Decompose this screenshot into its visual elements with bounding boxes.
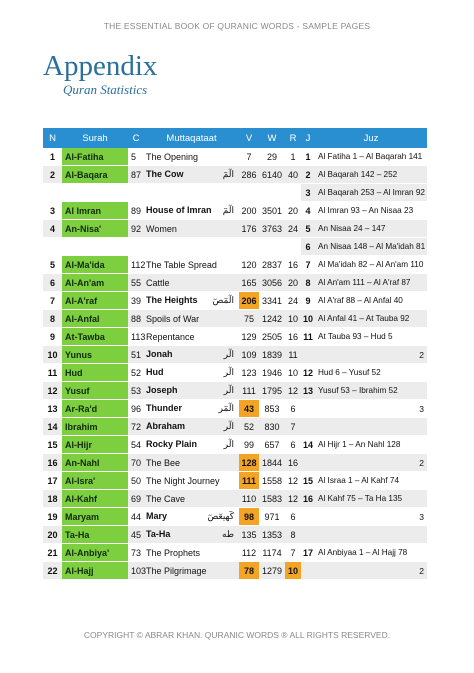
chronology-number: 52 — [128, 364, 144, 382]
juz-range-text: An Nisaa 24 – 147 — [318, 224, 386, 233]
verse-count: 98 — [239, 508, 259, 526]
ruku-count: 10 — [285, 562, 301, 580]
surah-english-name: Thunder — [146, 403, 182, 413]
juz-span-count: 3 — [419, 404, 424, 414]
ruku-count: 40 — [285, 166, 301, 184]
surah-name: Al-Hijr — [62, 436, 128, 454]
table-row — [43, 508, 427, 526]
ruku-count: 24 — [285, 220, 301, 238]
empty-cell — [43, 238, 301, 256]
juz-range — [315, 292, 427, 310]
surah-name: Ta-Ha — [62, 526, 128, 544]
juz-range — [315, 436, 427, 454]
word-count: 853 — [259, 400, 285, 418]
table-row — [43, 454, 427, 472]
juz-range-text: Al Anfal 41 – At Tauba 92 — [318, 314, 410, 323]
verse-count: 111 — [239, 382, 259, 400]
juz-range — [315, 382, 427, 400]
surah-number: 13 — [43, 400, 62, 418]
verse-count: 99 — [239, 436, 259, 454]
surah-english-name: Abraham — [146, 421, 186, 431]
juz-range-text: Al Kahf 75 – Ta Ha 135 — [318, 494, 403, 503]
chronology-number: 89 — [128, 202, 144, 220]
muttaqataat-letters: الٓمٓ — [222, 169, 234, 179]
table-body — [43, 148, 427, 580]
juz-range — [315, 148, 427, 166]
chronology-number: 113 — [128, 328, 144, 346]
muttaqataat-cell — [144, 544, 239, 562]
table-row — [43, 166, 427, 184]
muttaqataat-cell — [144, 256, 239, 274]
surah-number: 11 — [43, 364, 62, 382]
surah-english-name: Mary — [146, 511, 168, 521]
table-row-juz-only — [43, 184, 427, 202]
surah-english-name: The Cow — [146, 169, 184, 179]
chronology-number: 55 — [128, 274, 144, 292]
surah-name: An-Nisa' — [62, 220, 128, 238]
verse-count: 176 — [239, 220, 259, 238]
juz-number — [301, 526, 315, 544]
juz-number: 12 — [301, 364, 315, 382]
table-row — [43, 256, 427, 274]
muttaqataat-letters: الٓر — [223, 421, 234, 431]
juz-range-text: Hud 6 – Yusuf 52 — [318, 368, 381, 377]
surah-name: Al-Kahf — [62, 490, 128, 508]
surah-name: Hud — [62, 364, 128, 382]
page-header: THE ESSENTIAL BOOK OF QURANIC WORDS - SAMPLE PAGES — [103, 21, 371, 31]
chronology-number: 96 — [128, 400, 144, 418]
juz-number: 15 — [301, 472, 315, 490]
juz-range-text: Al Anbiyaa 1 – Al Hajj 78 — [318, 548, 408, 557]
muttaqataat-cell — [144, 562, 239, 580]
juz-range-text: Al Fatiha 1 – Al Baqarah 141 — [318, 152, 423, 161]
muttaqataat-letters: الٓر — [223, 367, 234, 377]
quran-statistics-table — [43, 128, 427, 580]
page-subtitle: Quran Statistics — [63, 82, 148, 97]
muttaqataat-cell — [144, 292, 239, 310]
juz-number: 8 — [301, 274, 315, 292]
juz-span-count: 2 — [419, 566, 424, 576]
surah-number: 4 — [43, 220, 62, 238]
word-count: 1558 — [259, 472, 285, 490]
surah-english-name: Repentance — [146, 331, 195, 342]
col-header-v: V — [239, 128, 259, 148]
word-count: 657 — [259, 436, 285, 454]
surah-english-name: Women — [146, 223, 177, 234]
surah-english-name: The Prophets — [146, 547, 201, 558]
table-row — [43, 202, 427, 220]
surah-name: Al-Isra' — [62, 472, 128, 490]
word-count: 1353 — [259, 526, 285, 544]
muttaqataat-cell — [144, 220, 239, 238]
col-header-j: J — [301, 128, 315, 148]
chronology-number: 112 — [128, 256, 144, 274]
juz-range-text: Al Hijr 1 – An Nahl 128 — [318, 440, 401, 449]
surah-number: 6 — [43, 274, 62, 292]
word-count: 830 — [259, 418, 285, 436]
juz-range — [315, 454, 427, 472]
word-count: 2837 — [259, 256, 285, 274]
muttaqataat-letters: الٓمٓصٓ — [212, 295, 234, 305]
surah-name: Yusuf — [62, 382, 128, 400]
juz-range: An Nisaa 148 – Al Ma'idah 81 — [315, 238, 427, 256]
muttaqataat-cell — [144, 472, 239, 490]
surah-name: Ibrahim — [62, 418, 128, 436]
verse-count: 165 — [239, 274, 259, 292]
verse-count: 52 — [239, 418, 259, 436]
surah-number: 17 — [43, 472, 62, 490]
juz-range-text: Al Israa 1 – Al Kahf 74 — [318, 476, 400, 485]
table-row-juz-only — [43, 238, 427, 256]
muttaqataat-cell — [144, 148, 239, 166]
table-row — [43, 274, 427, 292]
juz-number: 5 — [301, 220, 315, 238]
chronology-number: 73 — [128, 544, 144, 562]
surah-english-name: The Heights — [146, 295, 198, 305]
verse-count: 78 — [239, 562, 259, 580]
surah-number: 21 — [43, 544, 62, 562]
surah-english-name: The Bee — [146, 457, 181, 468]
surah-english-name: Cattle — [146, 277, 170, 288]
muttaqataat-letters: الٓر — [223, 349, 234, 359]
chronology-number: 50 — [128, 472, 144, 490]
juz-span-count: 3 — [419, 512, 424, 522]
chronology-number: 70 — [128, 454, 144, 472]
chronology-number: 44 — [128, 508, 144, 526]
juz-range — [315, 328, 427, 346]
word-count: 971 — [259, 508, 285, 526]
ruku-count: 10 — [285, 310, 301, 328]
surah-number: 16 — [43, 454, 62, 472]
col-header-r: R — [285, 128, 301, 148]
page-footer: COPYRIGHT © ABRAR KHAN. QURANIC WORDS ® ALL RIGHTS RESERVED. — [83, 630, 391, 640]
juz-range — [315, 490, 427, 508]
juz-span-count: 2 — [419, 458, 424, 468]
juz-range — [315, 418, 427, 436]
juz-number — [301, 508, 315, 526]
juz-range-text: Al Ma'idah 82 – Al An'am 110 — [318, 260, 424, 269]
page-title: Appendix — [43, 50, 158, 82]
surah-number: 2 — [43, 166, 62, 184]
juz-range — [315, 364, 427, 382]
word-count: 2505 — [259, 328, 285, 346]
muttaqataat-cell — [144, 328, 239, 346]
surah-english-name: The Night Journey — [146, 475, 220, 486]
word-count: 6140 — [259, 166, 285, 184]
juz-number — [301, 562, 315, 580]
empty-cell — [43, 184, 301, 202]
verse-count: 135 — [239, 526, 259, 544]
juz-range — [315, 166, 427, 184]
juz-number: 1 — [301, 148, 315, 166]
juz-range-text: Al Baqarah 142 – 252 — [318, 170, 398, 179]
surah-english-name: Spoils of War — [146, 313, 200, 324]
juz-range-text: Yusuf 53 – Ibrahim 52 — [318, 386, 398, 395]
verse-count: 200 — [239, 202, 259, 220]
chronology-number: 53 — [128, 382, 144, 400]
col-header-juz: Juz — [315, 128, 427, 148]
word-count: 1242 — [259, 310, 285, 328]
juz-number — [301, 346, 315, 364]
juz-range-text: Al An'am 111 – Al A'raf 87 — [318, 278, 411, 287]
word-count: 1946 — [259, 364, 285, 382]
ruku-count: 12 — [285, 490, 301, 508]
juz-range — [315, 310, 427, 328]
muttaqataat-letters: الٓر — [223, 439, 234, 449]
juz-range — [315, 202, 427, 220]
juz-range — [315, 562, 427, 580]
surah-number: 7 — [43, 292, 62, 310]
table-row — [43, 292, 427, 310]
verse-count: 110 — [239, 490, 259, 508]
muttaqataat-cell — [144, 166, 239, 184]
juz-number: 16 — [301, 490, 315, 508]
table-row — [43, 490, 427, 508]
surah-number: 15 — [43, 436, 62, 454]
ruku-count: 20 — [285, 274, 301, 292]
muttaqataat-cell — [144, 382, 239, 400]
ruku-count: 7 — [285, 418, 301, 436]
table-row — [43, 562, 427, 580]
surah-name: Ar-Ra'd — [62, 400, 128, 418]
juz-number: 11 — [301, 328, 315, 346]
muttaqataat-cell — [144, 202, 239, 220]
table-row — [43, 418, 427, 436]
table-row — [43, 148, 427, 166]
juz-number: 4 — [301, 202, 315, 220]
ruku-count: 16 — [285, 328, 301, 346]
ruku-count: 24 — [285, 292, 301, 310]
word-count: 3763 — [259, 220, 285, 238]
surah-english-name: Rocky Plain — [146, 439, 198, 449]
chronology-number: 54 — [128, 436, 144, 454]
muttaqataat-cell — [144, 274, 239, 292]
chronology-number: 88 — [128, 310, 144, 328]
surah-number: 10 — [43, 346, 62, 364]
muttaqataat-cell — [144, 418, 239, 436]
muttaqataat-cell — [144, 526, 239, 544]
juz-number: 6 — [301, 238, 315, 256]
word-count: 3341 — [259, 292, 285, 310]
col-header-muttaqataat: Muttaqataat — [144, 128, 239, 148]
ruku-count: 6 — [285, 436, 301, 454]
table-row — [43, 346, 427, 364]
surah-english-name: The Table Spread — [146, 259, 217, 270]
ruku-count: 10 — [285, 364, 301, 382]
chronology-number: 45 — [128, 526, 144, 544]
juz-number: 7 — [301, 256, 315, 274]
juz-range — [315, 256, 427, 274]
table-row — [43, 400, 427, 418]
juz-span-count: 2 — [419, 350, 424, 360]
table-row — [43, 328, 427, 346]
word-count: 29 — [259, 148, 285, 166]
ruku-count: 1 — [285, 148, 301, 166]
verse-count: 7 — [239, 148, 259, 166]
surah-english-name: Hud — [146, 367, 164, 377]
table-row — [43, 472, 427, 490]
verse-count: 109 — [239, 346, 259, 364]
surah-number: 9 — [43, 328, 62, 346]
muttaqataat-letters: الٓمٓر — [218, 403, 234, 413]
surah-english-name: House of Imran — [146, 205, 212, 215]
verse-count: 206 — [239, 292, 259, 310]
verse-count: 128 — [239, 454, 259, 472]
muttaqataat-letters: كٓهيعٓصٓ — [207, 511, 234, 521]
verse-count: 111 — [239, 472, 259, 490]
surah-number: 22 — [43, 562, 62, 580]
chronology-number: 103 — [128, 562, 144, 580]
word-count: 3056 — [259, 274, 285, 292]
ruku-count: 12 — [285, 472, 301, 490]
word-count: 1795 — [259, 382, 285, 400]
chronology-number: 92 — [128, 220, 144, 238]
table-row — [43, 364, 427, 382]
chronology-number: 5 — [128, 148, 144, 166]
surah-english-name: Joseph — [146, 385, 178, 395]
juz-number — [301, 400, 315, 418]
surah-english-name: Jonah — [146, 349, 173, 359]
juz-range — [315, 508, 427, 526]
surah-name: Al-Ma'ida — [62, 256, 128, 274]
verse-count: 123 — [239, 364, 259, 382]
juz-number: 10 — [301, 310, 315, 328]
surah-number: 20 — [43, 526, 62, 544]
juz-range-text: At Tauba 93 – Hud 5 — [318, 332, 393, 341]
juz-range-text: Al Imran 93 – An Nisaa 23 — [318, 206, 414, 215]
juz-range — [315, 472, 427, 490]
muttaqataat-cell — [144, 508, 239, 526]
word-count: 1279 — [259, 562, 285, 580]
ruku-count: 6 — [285, 400, 301, 418]
word-count: 1839 — [259, 346, 285, 364]
muttaqataat-letters: طه — [222, 529, 234, 539]
surah-english-name: The Opening — [146, 151, 199, 162]
surah-number: 14 — [43, 418, 62, 436]
surah-name: Al-Hajj — [62, 562, 128, 580]
table-row — [43, 526, 427, 544]
juz-range-text: Al A'raf 88 – Al Anfal 40 — [318, 296, 403, 305]
muttaqataat-cell — [144, 310, 239, 328]
word-count: 1583 — [259, 490, 285, 508]
verse-count: 120 — [239, 256, 259, 274]
juz-range — [315, 346, 427, 364]
juz-number: 13 — [301, 382, 315, 400]
col-header-w: W — [259, 128, 285, 148]
surah-number: 18 — [43, 490, 62, 508]
juz-number: 17 — [301, 544, 315, 562]
surah-name: An-Nahl — [62, 454, 128, 472]
muttaqataat-letters: الٓمٓ — [222, 205, 234, 215]
ruku-count: 20 — [285, 202, 301, 220]
chronology-number: 72 — [128, 418, 144, 436]
muttaqataat-cell — [144, 364, 239, 382]
ruku-count: 12 — [285, 382, 301, 400]
muttaqataat-cell — [144, 346, 239, 364]
surah-name: Yunus — [62, 346, 128, 364]
surah-english-name: Ta-Ha — [146, 529, 171, 539]
muttaqataat-letters: الٓر — [223, 385, 234, 395]
muttaqataat-cell — [144, 400, 239, 418]
chronology-number: 87 — [128, 166, 144, 184]
surah-name: Al-Anfal — [62, 310, 128, 328]
surah-number: 1 — [43, 148, 62, 166]
juz-number: 2 — [301, 166, 315, 184]
table-row — [43, 436, 427, 454]
juz-range: Al Baqarah 253 – Al Imran 92 — [315, 184, 427, 202]
juz-number: 14 — [301, 436, 315, 454]
ruku-count: 7 — [285, 544, 301, 562]
verse-count: 129 — [239, 328, 259, 346]
surah-name: Al-Baqara — [62, 166, 128, 184]
surah-name: Al Imran — [62, 202, 128, 220]
surah-english-name: The Pilgrimage — [146, 565, 207, 576]
surah-number: 3 — [43, 202, 62, 220]
ruku-count: 8 — [285, 526, 301, 544]
juz-range — [315, 526, 427, 544]
col-header-n: N — [43, 128, 62, 148]
col-header-c: C — [128, 128, 144, 148]
surah-number: 5 — [43, 256, 62, 274]
surah-name: Maryam — [62, 508, 128, 526]
col-header-surah: Surah — [62, 128, 128, 148]
juz-range — [315, 220, 427, 238]
table-row — [43, 382, 427, 400]
chronology-number: 69 — [128, 490, 144, 508]
surah-name: Al-An'am — [62, 274, 128, 292]
muttaqataat-cell — [144, 436, 239, 454]
surah-name: At-Tawba — [62, 328, 128, 346]
verse-count: 112 — [239, 544, 259, 562]
verse-count: 43 — [239, 400, 259, 418]
juz-number — [301, 418, 315, 436]
verse-count: 75 — [239, 310, 259, 328]
ruku-count: 11 — [285, 346, 301, 364]
surah-number: 19 — [43, 508, 62, 526]
surah-number: 12 — [43, 382, 62, 400]
table-row — [43, 544, 427, 562]
chronology-number: 39 — [128, 292, 144, 310]
word-count: 1174 — [259, 544, 285, 562]
juz-range — [315, 544, 427, 562]
ruku-count: 6 — [285, 508, 301, 526]
table-row — [43, 220, 427, 238]
surah-name: Al-Anbiya' — [62, 544, 128, 562]
surah-name: Al-A'raf — [62, 292, 128, 310]
table-header-row — [43, 128, 427, 148]
verse-count: 286 — [239, 166, 259, 184]
juz-number: 9 — [301, 292, 315, 310]
juz-number: 3 — [301, 184, 315, 202]
juz-range — [315, 400, 427, 418]
word-count: 1844 — [259, 454, 285, 472]
muttaqataat-cell — [144, 454, 239, 472]
surah-english-name: The Cave — [146, 493, 186, 504]
muttaqataat-cell — [144, 490, 239, 508]
word-count: 3501 — [259, 202, 285, 220]
juz-range — [315, 274, 427, 292]
chronology-number: 51 — [128, 346, 144, 364]
ruku-count: 16 — [285, 454, 301, 472]
table-row — [43, 310, 427, 328]
surah-number: 8 — [43, 310, 62, 328]
ruku-count: 16 — [285, 256, 301, 274]
juz-number — [301, 454, 315, 472]
surah-name: Al-Fatiha — [62, 148, 128, 166]
